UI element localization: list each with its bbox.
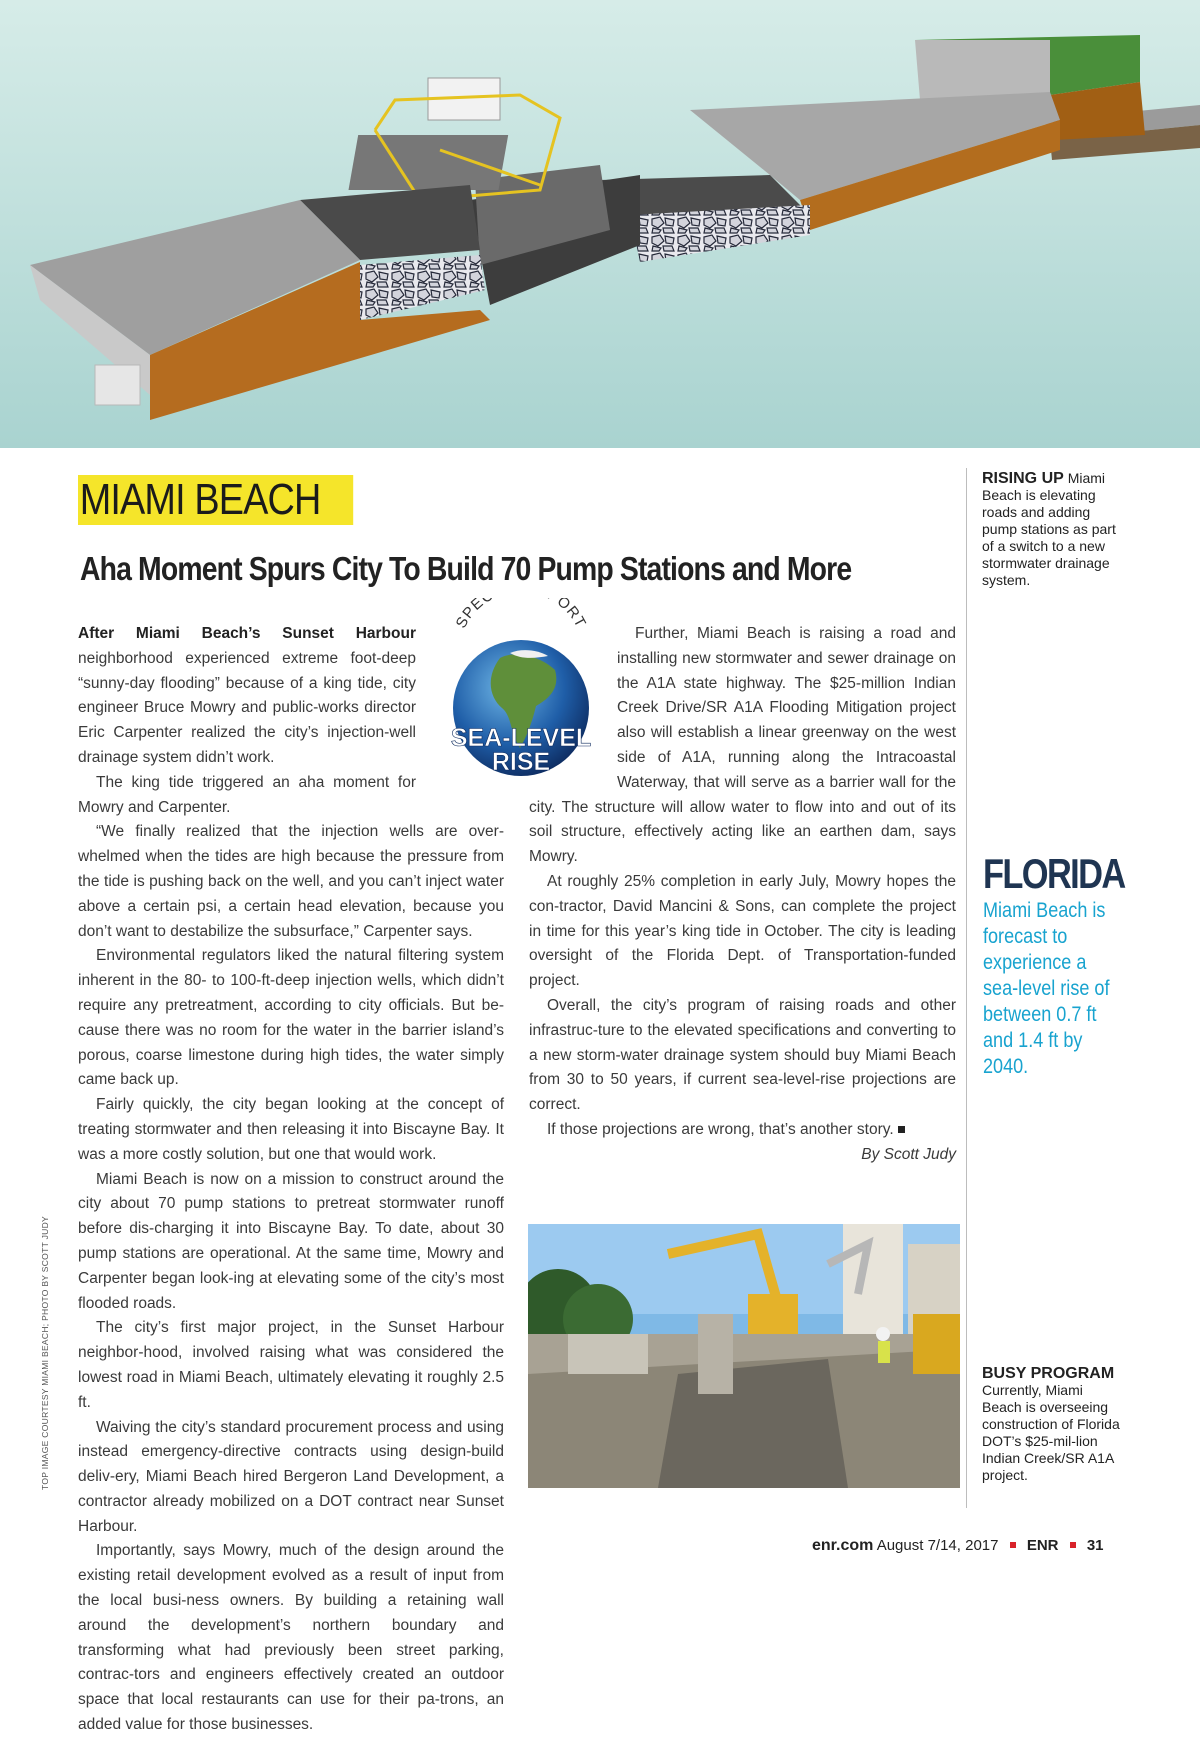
article-paragraph: After Miami Beach’s Sunset Harbour neighborhood experienced extreme foot-deep “sunny-day flooding” because of a king tide, city engineer Bruce Mowry and public-works director Eric Carpenter realized the city’s injection-well drainage system didn’t work.	[78, 625, 416, 766]
byline: By Scott Judy	[861, 1145, 956, 1163]
footer-site: enr.com	[812, 1537, 874, 1554]
caption-lead: RISING UP	[982, 470, 1064, 487]
photo-credit: TOP IMAGE COURTESY MIAMI BEACH; PHOTO BY SCOTT JUDY	[40, 1216, 50, 1490]
article-paragraph: “We finally realized that the injection wells are over-whelmed when the tides are high because the pressure from the tide is pushing back on the well, and you can’t inject water above a certain psi, a certain head elevation, because you don’t want to destabilize the subsurface,” Carpenter says.	[78, 823, 504, 940]
page-number: 31	[1086, 1537, 1104, 1554]
badge-line2: RISE	[491, 748, 551, 776]
hero-rendering	[0, 0, 1200, 448]
construction-photo	[528, 1224, 960, 1488]
caption-rising-up: RISING UP Miami Beach is elevating roads and adding pump stations as part of a switch to a new stormwater drainage system.	[982, 470, 1116, 588]
article-paragraph: Importantly, says Mowry, much of the design around the existing retail development evolved as a result of input from the local busi-ness owners. By building a retaining wall around the development’s northern boundary and transforming what had previously been street parking, contrac-tors and engineers effectively created an outdoor space that local restaurants can use for their pa-trons, an added value for those businesses.	[78, 1542, 504, 1734]
article-paragraph: Further, Miami Beach is raising a road and installing new stormwater and sewer drainage on the A1A state highway. The $25-million Indian Creek Drive/SR A1A Flooding Mitigation project also will establish a linear greenway on the west side of A1A, running along the Intracoastal Waterway, that will serve as a barrier wall for the city. The structure will allow water to flow into and out of its soil structure, effectively acting like an earthen dam, says Mowry.	[529, 625, 956, 866]
florida-fact: Miami Beach is forecast to experience a sea-level rise of between 0.7 ft and 1.4 ft by 2040.	[983, 899, 1110, 1078]
florida-heading: FLORIDA	[983, 850, 1125, 897]
end-mark-icon	[898, 1126, 905, 1133]
footer-separator-icon	[1010, 1542, 1016, 1548]
page-footer	[812, 1537, 1104, 1555]
article-paragraph: The city’s first major project, in the Sunset Harbour neighbor-hood, involved raising what was considered the lowest road in Miami Beach, ultimately elevating it roughly 2.5 ft.	[78, 1319, 504, 1411]
caption-busy-program: BUSY PROGRAM Currently, Miami Beach is overseeing construction of Florida DOT’s $25-mil-lion Indian Creek/SR A1A project.	[982, 1365, 1120, 1483]
article-paragraph: The king tide triggered an aha moment for Mowry and Carpenter.	[78, 773, 416, 816]
article-column-right	[529, 622, 956, 1168]
footer-separator-icon	[1070, 1542, 1076, 1548]
badge-line1: SEA-LEVEL	[450, 724, 592, 752]
badge-arc-text: SPE ORT	[452, 598, 590, 632]
article-paragraph: Overall, the city’s program of raising roads and other infrastruc-ture to the elevated specifications and converting to a new storm-water drainage system should buy Miami Beach from 30 to 50 years, if current sea-level-rise projections are correct.	[529, 996, 956, 1114]
article-paragraph: Environmental regulators liked the natural filtering system inherent in the 80- to 100-ft-deep injection wells, which didn’t require any pretreatment, according to city officials. But be-cause there was no room for the water in the barrier island’s porous, coarse limestone during high tides, the water simply came back up.	[78, 947, 504, 1089]
section-label: MIAMI BEACH	[78, 475, 353, 525]
caption-lead: BUSY PROGRAM	[982, 1365, 1115, 1382]
footer-brand: ENR	[1026, 1537, 1059, 1554]
article-paragraph: Waiving the city’s standard procurement process and using instead emergency-directive contracts using design-build deliv-ery, Miami Beach hired Bergeron Land Development, a contractor already mobilized on a DOT contract near Sunset Harbour.	[78, 1418, 504, 1535]
excavator-site-image	[528, 1224, 960, 1488]
sidebar-divider	[966, 468, 967, 1508]
road-rendering-illustration	[0, 0, 1200, 448]
article-column-left	[78, 622, 504, 1738]
article-paragraph: If those projections are wrong, that’s another story.	[529, 1118, 956, 1143]
lead-in: After Miami Beach’s Sunset Harbour	[78, 625, 416, 642]
footer-date: August 7/14, 2017	[876, 1537, 999, 1554]
headline: Aha Moment Spurs City To Build 70 Pump Stations and More	[80, 550, 852, 587]
article-paragraph: Miami Beach is now on a mission to construct around the city about 70 pump stations to pretreat stormwater runoff before dis-charging it into Biscayne Bay. To date, about 30 pump stations are operational. At the same time, Mowry and Carpenter began look-ing at elevating some of the city’s most flooded roads.	[78, 1170, 504, 1312]
article-paragraph: At roughly 25% completion in early July, Mowry hopes the con-tractor, David Mancini & Sons, can complete the project in time for this year’s king tide in October. The city is leading oversight of the Florida Dept. of Transportation-funded project.	[529, 872, 956, 990]
article-paragraph: Fairly quickly, the city began looking at the concept of treating stormwater and then releasing it into Biscayne Bay. It was a more costly solution, but one that would work.	[78, 1096, 504, 1163]
